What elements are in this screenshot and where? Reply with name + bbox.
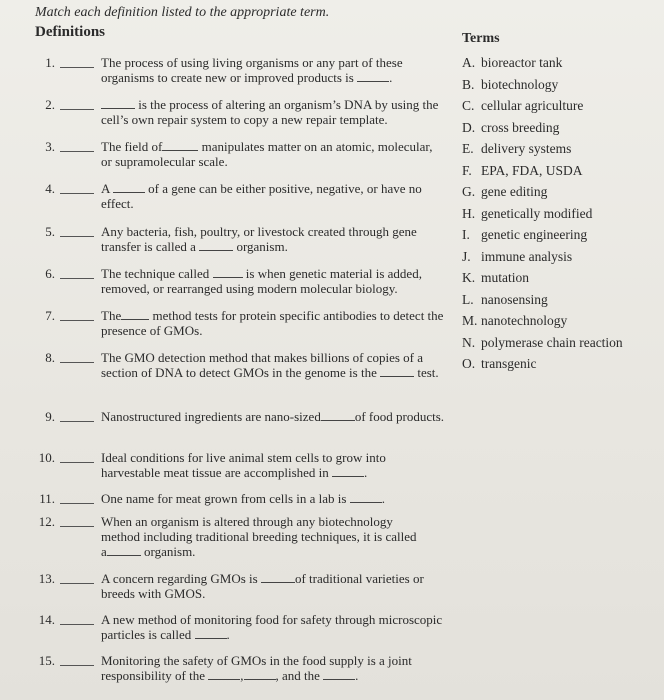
term-item: H. genetically modified bbox=[462, 205, 593, 221]
term-item: B. biotechnology bbox=[462, 76, 559, 92]
definition-number: 13. bbox=[38, 571, 55, 586]
definition-number: 8. bbox=[45, 350, 55, 365]
definition-text: A concern regarding GMOs is of traditional varieties or breeds with GMOS. bbox=[101, 571, 424, 601]
definition-text: The field of manipulates matter on an atomic, molecular, or supramolecular scale. bbox=[101, 139, 433, 169]
definitions-heading: Definitions bbox=[35, 24, 106, 40]
fill-blank[interactable] bbox=[213, 266, 243, 278]
answer-blank[interactable] bbox=[60, 421, 94, 422]
answer-blank[interactable] bbox=[60, 67, 94, 68]
definition-text: A new method of monitoring food for safety through microscopic particles is called . bbox=[101, 612, 443, 642]
definition-text: Monitoring the safety of GMOs in the food supply is a joint responsibility of the , , and the . bbox=[101, 653, 412, 683]
terms-heading: Terms bbox=[462, 31, 500, 46]
answer-blank[interactable] bbox=[60, 193, 94, 194]
definition-text: Any bacteria, fish, poultry, or livestock created through gene transfer is called a organism. bbox=[101, 224, 417, 254]
answer-blank[interactable] bbox=[60, 503, 94, 504]
answer-blank[interactable] bbox=[60, 462, 94, 463]
definition-text: The process of using living organisms or any part of these organisms to create new or improved products is . bbox=[101, 55, 403, 85]
definition-number: 5. bbox=[45, 224, 55, 239]
term-item: E. delivery systems bbox=[462, 141, 572, 156]
term-item: D. cross breeding bbox=[462, 119, 560, 135]
term-item: G. gene editing bbox=[462, 184, 548, 199]
fill-blank[interactable] bbox=[199, 239, 233, 251]
fill-blank[interactable] bbox=[350, 491, 382, 503]
definition-text: One name for meat grown from cells in a lab is . bbox=[101, 491, 385, 506]
definition-text: When an organism is altered through any biotechnology method including traditional breeding techniques, it is called a organism. bbox=[101, 514, 417, 559]
instruction-text: Match each definition listed to the appropriate term. bbox=[35, 5, 330, 20]
definition-text: The technique called is when genetic material is added, removed, or rearranged using modern molecular biology. bbox=[101, 266, 422, 296]
answer-blank[interactable] bbox=[60, 624, 94, 625]
fill-blank[interactable] bbox=[244, 668, 276, 680]
fill-blank[interactable] bbox=[323, 668, 355, 680]
fill-blank[interactable] bbox=[380, 365, 414, 377]
fill-blank[interactable] bbox=[357, 70, 389, 82]
definition-text: The GMO detection method that makes billions of copies of a section of DNA to detect GMOs in the genome is the test. bbox=[101, 350, 439, 380]
answer-blank[interactable] bbox=[60, 109, 94, 110]
answer-blank[interactable] bbox=[60, 362, 94, 363]
term-item: K. mutation bbox=[462, 270, 529, 285]
definition-text: is the process of altering an organism’s DNA by using the cell’s own repair system to copy a new repair template. bbox=[101, 97, 439, 127]
term-item: L. nanosensing bbox=[462, 291, 548, 307]
definition-number: 14. bbox=[38, 612, 55, 627]
term-item: A. bioreactor tank bbox=[462, 55, 563, 70]
answer-blank[interactable] bbox=[60, 320, 94, 321]
fill-blank[interactable] bbox=[113, 181, 145, 193]
definition-number: 15. bbox=[38, 653, 55, 668]
definition-text: Ideal conditions for live animal stem cells to grow into harvestable meat tissue are accomplished in . bbox=[101, 450, 386, 480]
term-item: M. nanotechnology bbox=[462, 313, 568, 328]
definition-text: A of a gene can be either positive, negative, or have no effect. bbox=[101, 181, 422, 211]
definition-number: 6. bbox=[45, 266, 55, 281]
term-item: C. cellular agriculture bbox=[462, 98, 584, 113]
term-item: J. immune analysis bbox=[462, 248, 573, 264]
definition-number: 9. bbox=[45, 409, 55, 424]
terms-list bbox=[462, 52, 623, 375]
answer-blank[interactable] bbox=[60, 236, 94, 237]
fill-blank[interactable] bbox=[261, 571, 295, 583]
definition-number: 4. bbox=[45, 181, 55, 196]
answer-blank[interactable] bbox=[60, 278, 94, 279]
fill-blank[interactable] bbox=[195, 627, 227, 639]
fill-blank[interactable] bbox=[208, 668, 240, 680]
fill-blank[interactable] bbox=[121, 308, 149, 320]
term-item: O. transgenic bbox=[462, 356, 537, 371]
definition-number: 3. bbox=[45, 139, 55, 154]
definition-text: Nanostructured ingredients are nano-sized of food products. bbox=[101, 409, 445, 424]
fill-blank[interactable] bbox=[332, 465, 364, 477]
definition-number: 7. bbox=[45, 308, 55, 323]
fill-blank[interactable] bbox=[107, 544, 141, 556]
definition-number: 11. bbox=[39, 491, 55, 506]
definition-number: 2. bbox=[45, 97, 55, 112]
fill-blank[interactable] bbox=[101, 97, 135, 109]
fill-blank[interactable] bbox=[162, 139, 198, 151]
answer-blank[interactable] bbox=[60, 151, 94, 152]
definition-number: 12. bbox=[38, 514, 55, 529]
answer-blank[interactable] bbox=[60, 526, 94, 527]
answer-blank[interactable] bbox=[60, 665, 94, 666]
definition-text: The method tests for protein specific antibodies to detect the presence of GMOs. bbox=[101, 308, 444, 338]
answer-blank[interactable] bbox=[60, 583, 94, 584]
definition-number: 10. bbox=[38, 450, 55, 465]
definition-number: 1. bbox=[45, 55, 55, 70]
term-item: F. EPA, FDA, USDA bbox=[462, 162, 583, 178]
fill-blank[interactable] bbox=[321, 409, 355, 421]
term-item: I. genetic engineering bbox=[462, 227, 588, 242]
term-item: N. polymerase chain reaction bbox=[462, 334, 623, 350]
